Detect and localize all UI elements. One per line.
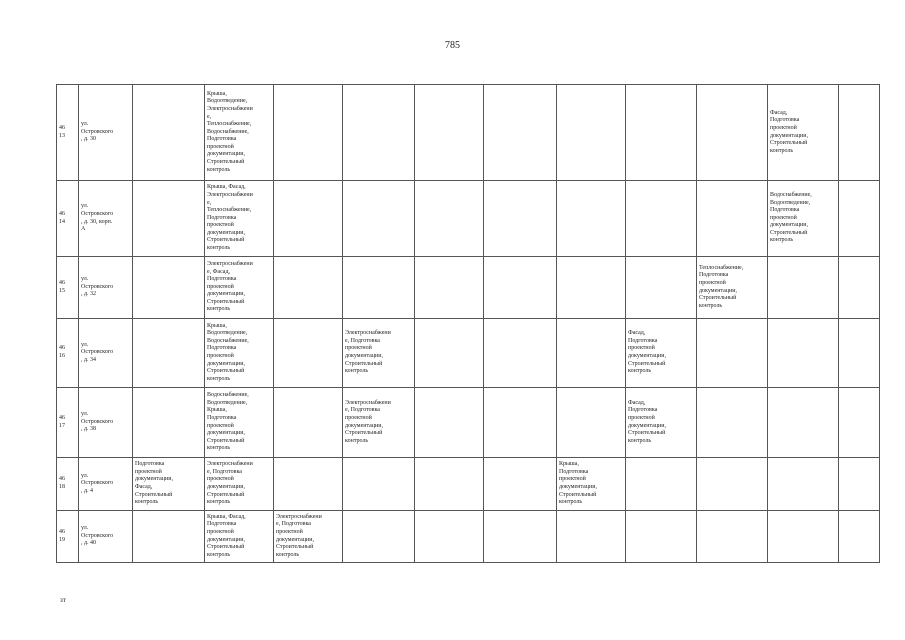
address-cell — [79, 388, 133, 458]
work-cell — [343, 458, 415, 511]
work-cell — [557, 85, 626, 181]
work-cell — [415, 319, 484, 388]
work-cell — [274, 458, 343, 511]
work-cell — [839, 85, 880, 181]
row-number — [57, 319, 79, 388]
work-cell — [343, 85, 415, 181]
row-number-text: 46 17 — [59, 414, 65, 429]
row-number — [57, 511, 79, 563]
work-cell — [133, 388, 205, 458]
work-text: Фасад, Подготовка проектной документации, Строительный контроль — [770, 109, 808, 154]
work-cell — [626, 319, 697, 388]
work-cell — [274, 388, 343, 458]
row-number-text: 46 14 — [59, 210, 65, 225]
work-text: Подготовка проектной документации, Фасад, Строительный контроль — [135, 461, 173, 506]
work-cell — [557, 458, 626, 511]
work-cell — [205, 458, 274, 511]
address-text: ул. Островского , д. 34 — [81, 341, 114, 363]
work-cell — [768, 458, 839, 511]
work-cell — [557, 388, 626, 458]
work-cell — [274, 257, 343, 319]
row-number-text: 46 13 — [59, 124, 65, 139]
work-cell — [205, 85, 274, 181]
work-text: Водоснабжение, Водоотведение, Подготовка проектной документации, Строительный контроль — [770, 191, 812, 244]
work-cell — [768, 511, 839, 563]
work-text: Электроснабжени е, Подготовка проектной документации, Строительный контроль — [345, 330, 391, 375]
work-cell — [697, 85, 768, 181]
work-cell — [557, 257, 626, 319]
work-cell — [557, 319, 626, 388]
work-cell — [484, 257, 557, 319]
work-cell — [557, 181, 626, 257]
table-row — [57, 458, 880, 511]
address-text: ул. Островского , д. 38 — [81, 411, 114, 433]
work-cell — [626, 85, 697, 181]
table-row — [57, 511, 880, 563]
page-number: 785 — [445, 40, 460, 51]
work-text: Электроснабжени е, Фасад, Подготовка проектной документации, Строительный контроль — [207, 260, 253, 313]
row-number-text: 46 15 — [59, 279, 65, 294]
work-cell — [133, 85, 205, 181]
table-row — [57, 388, 880, 458]
work-text: Крыша, Фасад, Электроснабжени е, Теплоснабжение, Подготовка проектной документации, Строительный контроль — [207, 184, 253, 252]
work-text: Электроснабжени е, Подготовка проектной документации, Строительный контроль — [345, 399, 391, 444]
work-text: Электроснабжени е, Подготовка проектной документации, Строительный контроль — [207, 461, 253, 506]
work-cell — [839, 257, 880, 319]
row-number — [57, 85, 79, 181]
address-text: ул. Островского , д. 40 — [81, 525, 114, 547]
table-row — [57, 85, 880, 181]
work-cell — [484, 388, 557, 458]
work-cell — [205, 257, 274, 319]
work-cell — [274, 319, 343, 388]
work-cell — [626, 458, 697, 511]
work-cell — [484, 511, 557, 563]
work-cell — [133, 511, 205, 563]
work-cell — [343, 319, 415, 388]
table-row — [57, 319, 880, 388]
address-text: ул. Островского , д. 4 — [81, 472, 114, 494]
work-cell — [484, 319, 557, 388]
work-cell — [697, 511, 768, 563]
work-text: Крыша, Фасад, Подготовка проектной документации, Строительный контроль — [207, 513, 246, 558]
work-text: Крыша, Подготовка проектной документации, Строительный контроль — [559, 461, 597, 506]
address-text: ул. Островского , д. 30 — [81, 121, 114, 143]
address-cell — [79, 181, 133, 257]
work-cell — [343, 511, 415, 563]
work-cell — [697, 257, 768, 319]
work-cell — [626, 511, 697, 563]
work-cell — [415, 85, 484, 181]
work-cell — [768, 388, 839, 458]
row-number-text: 46 16 — [59, 345, 65, 359]
work-text: Теплоснабжение, Подготовка проектной документации, Строительный контроль — [699, 264, 744, 309]
work-text: Крыша, Водоотведение, Электроснабжени е, Теплоснабжение, Водоснабжение, Подготовка проектной документации, Строительный контроль — [207, 90, 253, 173]
row-number-text: 46 18 — [59, 476, 65, 490]
work-cell — [133, 257, 205, 319]
work-cell — [697, 319, 768, 388]
work-cell — [839, 511, 880, 563]
work-text: Водоснабжение, Водоотведение, Крыша, Подготовка проектной документации, Строительный контроль — [207, 392, 249, 452]
work-text: Электроснабжени е, Подготовка проектной документации, Строительный контроль — [276, 513, 322, 558]
work-cell — [274, 511, 343, 563]
work-cell — [205, 388, 274, 458]
work-cell — [343, 388, 415, 458]
work-cell — [557, 511, 626, 563]
work-cell — [768, 85, 839, 181]
work-cell — [343, 257, 415, 319]
work-cell — [697, 388, 768, 458]
work-cell — [415, 181, 484, 257]
address-text: ул. Островского , д. 32 — [81, 276, 114, 298]
row-number — [57, 388, 79, 458]
work-cell — [205, 181, 274, 257]
work-cell — [484, 458, 557, 511]
table-row — [57, 181, 880, 257]
work-cell — [839, 458, 880, 511]
table-row — [57, 257, 880, 319]
work-cell — [768, 319, 839, 388]
row-number — [57, 257, 79, 319]
work-cell — [839, 181, 880, 257]
row-number-text: 46 19 — [59, 528, 65, 543]
row-number — [57, 458, 79, 511]
row-number — [57, 181, 79, 257]
work-cell — [839, 388, 880, 458]
address-cell — [79, 319, 133, 388]
work-cell — [484, 85, 557, 181]
work-cell — [415, 257, 484, 319]
work-cell — [343, 181, 415, 257]
work-cell — [697, 458, 768, 511]
work-text: Фасад, Подготовка проектной документации, Строительный контроль — [628, 330, 666, 375]
work-text: Фасад, Подготовка проектной документации, Строительный контроль — [628, 399, 666, 444]
footer-mark: зт — [60, 596, 66, 604]
work-cell — [205, 319, 274, 388]
work-cell — [626, 257, 697, 319]
work-cell — [768, 181, 839, 257]
address-cell — [79, 458, 133, 511]
work-cell — [133, 319, 205, 388]
work-cell — [415, 458, 484, 511]
work-cell — [415, 511, 484, 563]
work-text: Крыша, Водоотведение, Водоснабжение, Подготовка проектной документации, Строительный контроль — [207, 322, 249, 382]
work-cell — [626, 181, 697, 257]
address-text: ул. Островского , д. 30, корп. А — [81, 203, 114, 233]
work-cell — [484, 181, 557, 257]
work-cell — [626, 388, 697, 458]
work-cell — [205, 511, 274, 563]
work-cell — [133, 458, 205, 511]
work-cell — [839, 319, 880, 388]
work-cell — [133, 181, 205, 257]
address-cell — [79, 257, 133, 319]
address-cell — [79, 85, 133, 181]
repair-schedule-table — [56, 84, 880, 563]
work-cell — [274, 181, 343, 257]
work-cell — [697, 181, 768, 257]
work-cell — [415, 388, 484, 458]
work-cell — [274, 85, 343, 181]
work-cell — [768, 257, 839, 319]
address-cell — [79, 511, 133, 563]
